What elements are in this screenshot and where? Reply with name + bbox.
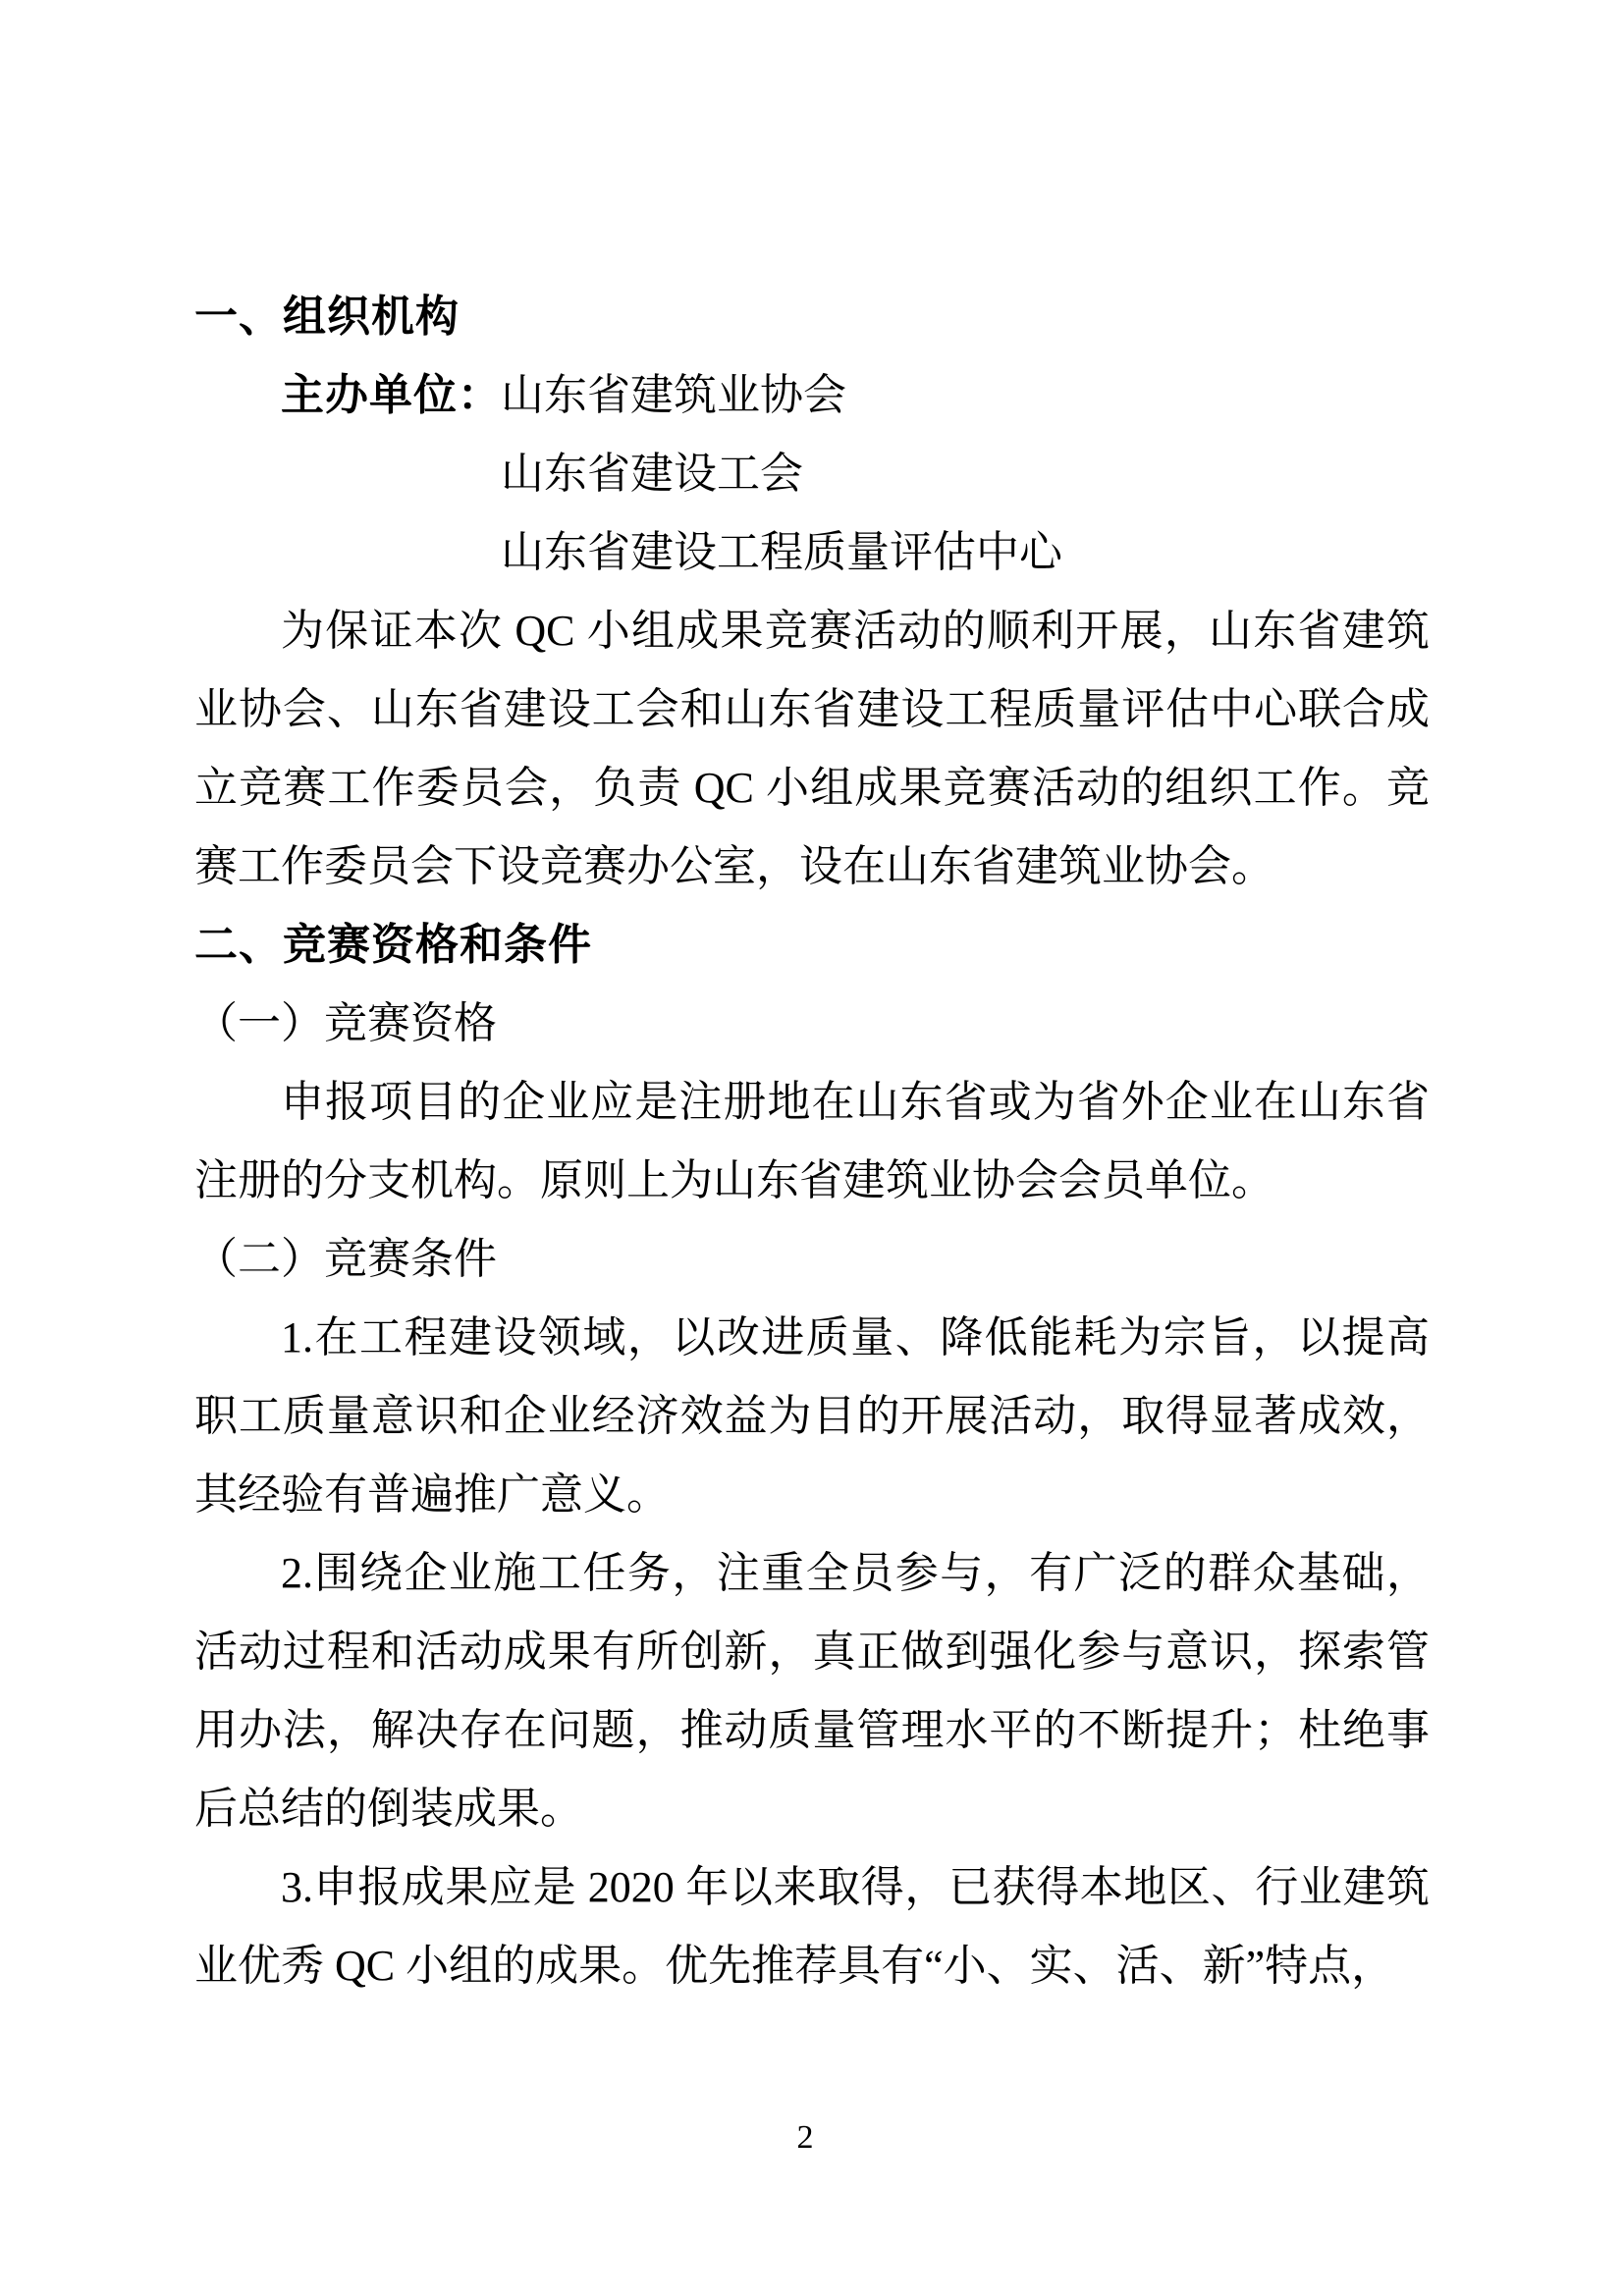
subsection-2-2-title: （二）竞赛条件 <box>194 1235 497 1283</box>
section-1-heading: 一、组织机构 <box>194 293 460 341</box>
organizer-row-1 <box>194 356 1430 435</box>
organizer-label: 主办单位： <box>281 371 502 419</box>
subsection-2-1-paragraph: 申报项目的企业应是注册地在山东省或为省外企业在山东省注册的分支机构。原则上为山东省建筑业协会会员单位。 <box>194 1078 1430 1204</box>
organizer-name-3: 山东省建设工程质量评估中心 <box>501 528 1062 576</box>
section-2-heading: 二、竞赛资格和条件 <box>194 921 592 969</box>
condition-item-3: 3.申报成果应是 2020 年以来取得，已获得本地区、行业建筑业优秀 QC 小组的成果。优先推荐具有“小、实、活、新”特点， <box>194 1863 1430 1990</box>
condition-item-2: 2.围绕企业施工任务，注重全员参与，有广泛的群众基础，活动过程和活动成果有所创新，真正做到强化参与意识，探索管用办法，解决存在问题，推动质量管理水平的不断提升；杜绝事后总结的倒装成果。 <box>194 1549 1430 1833</box>
page-number: 2 <box>796 2119 814 2156</box>
section-1-paragraph: 为保证本次 QC 小组成果竞赛活动的顺利开展，山东省建筑业协会、山东省建设工会和山东省建设工程质量评估中心联合成立竞赛工作委员会，负责 QC 小组成果竞赛活动的组织工作。竞赛工作委员会下设竞赛办公室，设在山东省建筑业协会。 <box>194 607 1430 890</box>
subsection-2-1-title: （一）竞赛资格 <box>194 999 497 1047</box>
organizer-row-2 <box>194 435 1430 513</box>
organizer-row-3 <box>194 513 1430 592</box>
organizer-name-1: 山东省建筑业协会 <box>501 371 846 419</box>
condition-item-1: 1.在工程建设领域，以改进质量、降低能耗为宗旨，以提高职工质量意识和企业经济效益为目的开展活动，取得显著成效，其经验有普遍推广意义。 <box>194 1313 1430 1519</box>
organizer-name-2: 山东省建设工会 <box>501 450 803 498</box>
document-content <box>194 278 1430 2005</box>
